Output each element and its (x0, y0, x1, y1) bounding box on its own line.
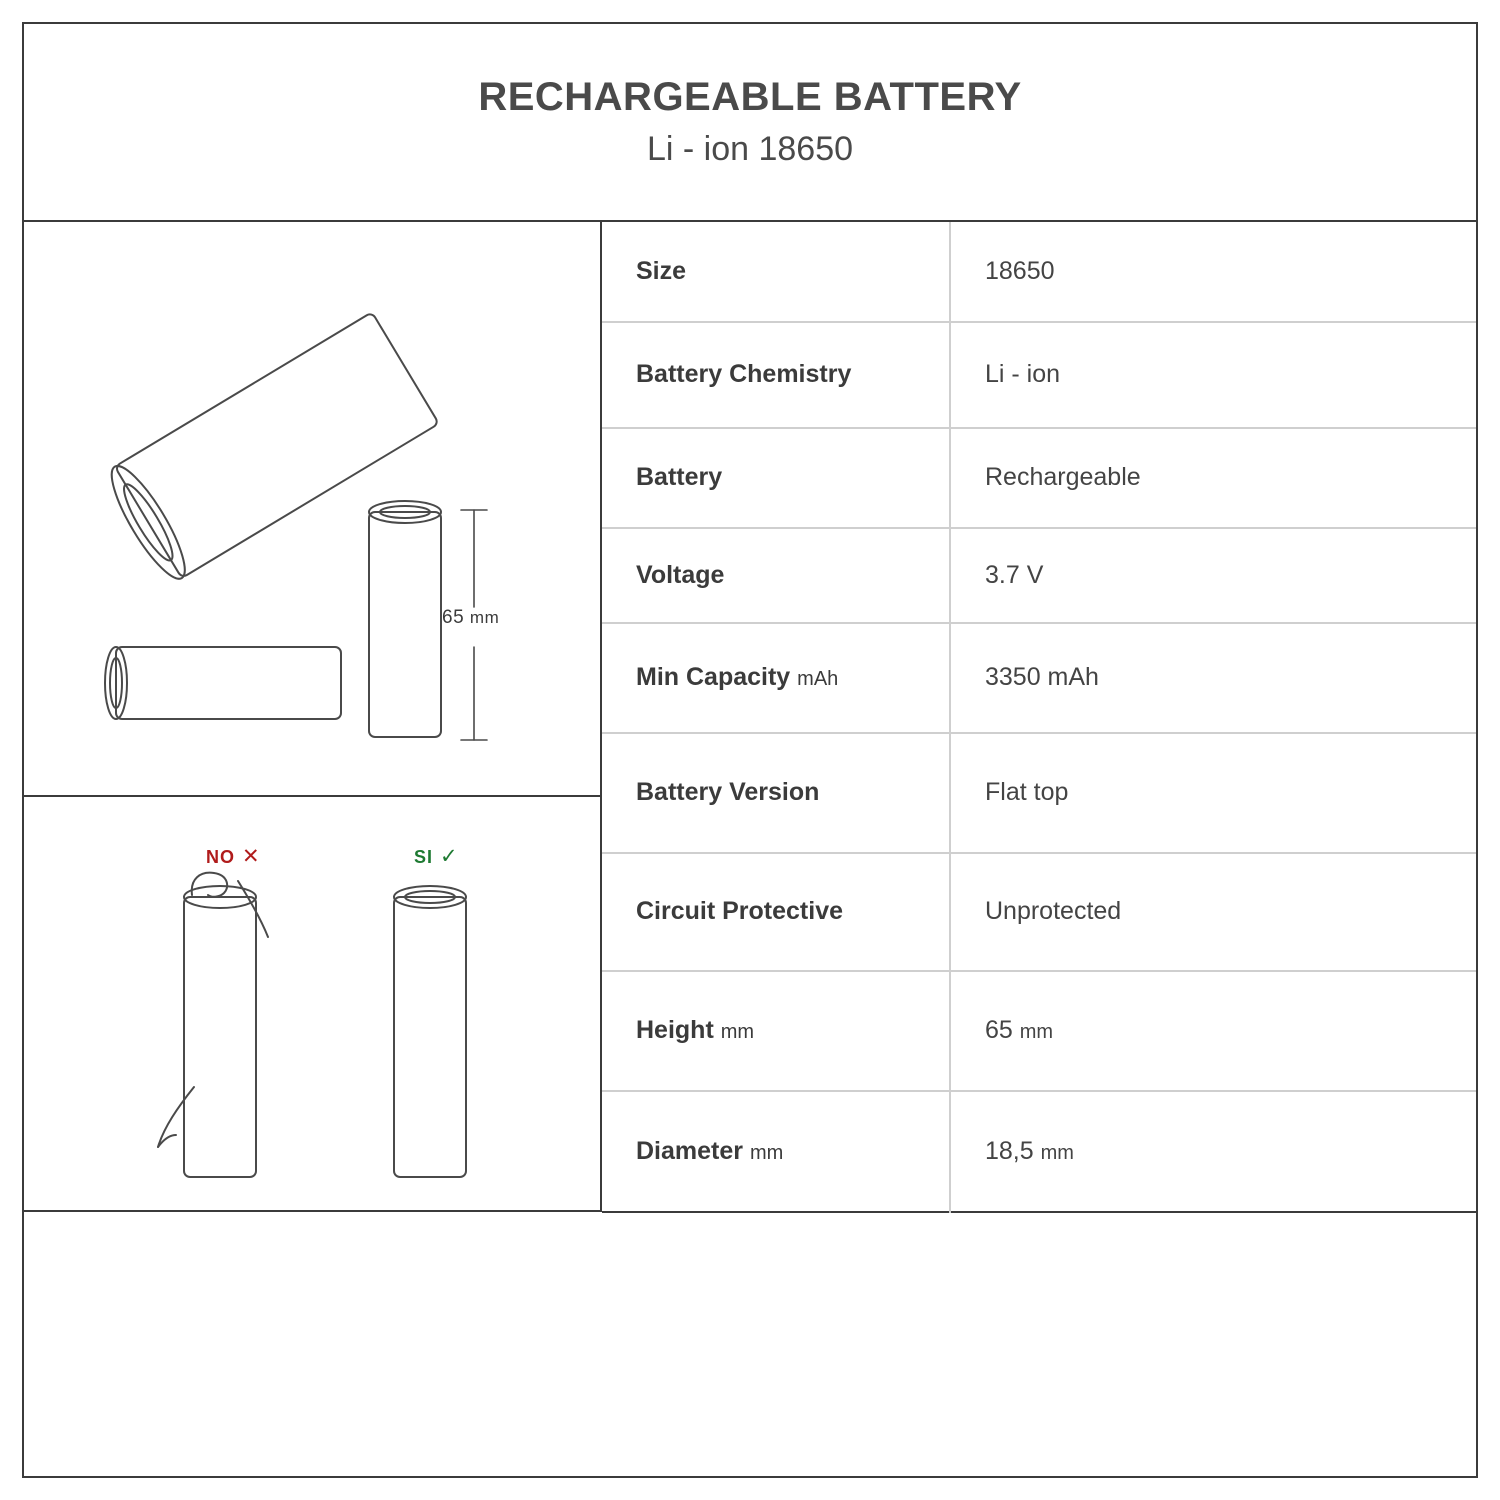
table-row (602, 428, 1476, 528)
battery-drawings (24, 222, 600, 795)
spec-value: Li - ion (985, 360, 1061, 389)
footer-blank-area (24, 1212, 1476, 1476)
height-dimension-label: 65 mm (442, 607, 500, 628)
battery-large-perspective (100, 312, 439, 587)
spec-key: Voltage (602, 528, 950, 623)
spec-key: Min Capacity mAh (602, 623, 950, 733)
tabbed-vs-plain-drawings (24, 797, 600, 1210)
battery-vertical (369, 501, 441, 737)
page-title: RECHARGEABLE BATTERY (478, 75, 1022, 120)
spec-sheet (22, 22, 1478, 1478)
specification-table (602, 222, 1476, 1213)
page-subtitle: Li - ion 18650 (646, 130, 854, 169)
spec-value: 3.7 V (985, 560, 1044, 589)
spec-value: Rechargeable (985, 463, 1141, 492)
table-row (602, 322, 1476, 428)
spec-key: Size (602, 222, 950, 322)
battery-plain (394, 886, 466, 1177)
table-row (602, 853, 1476, 971)
spec-value: Flat top (985, 778, 1069, 807)
usage-illustration-panel (24, 797, 602, 1212)
battery-with-tabs (158, 873, 268, 1177)
spec-key: Battery Chemistry (602, 322, 950, 428)
spec-value: 65 mm (985, 1016, 1054, 1045)
si-mark: SI ✓ (414, 845, 459, 868)
battery-small-horizontal (105, 647, 341, 719)
spec-key: Height mm (602, 971, 950, 1091)
table-row (602, 733, 1476, 853)
table-row (602, 1091, 1476, 1212)
spec-value: 3350 mAh (985, 663, 1099, 692)
table-row (602, 623, 1476, 733)
table-row (602, 528, 1476, 623)
spec-key: Battery (602, 428, 950, 528)
battery-illustration-panel (24, 222, 602, 797)
spec-key: Battery Version (602, 733, 950, 853)
spec-key: Diameter mm (602, 1091, 950, 1212)
no-mark: NO ✕ (206, 845, 261, 868)
table-row (602, 222, 1476, 322)
spec-value: 18650 (985, 256, 1055, 285)
sheet-header (24, 24, 1476, 222)
check-icon: ✓ (440, 845, 459, 868)
table-row (602, 971, 1476, 1091)
cross-icon: ✕ (242, 845, 261, 868)
spec-key: Circuit Protective (602, 853, 950, 971)
spec-value: Unprotected (985, 897, 1122, 926)
spec-value: 18,5 mm (985, 1136, 1074, 1165)
